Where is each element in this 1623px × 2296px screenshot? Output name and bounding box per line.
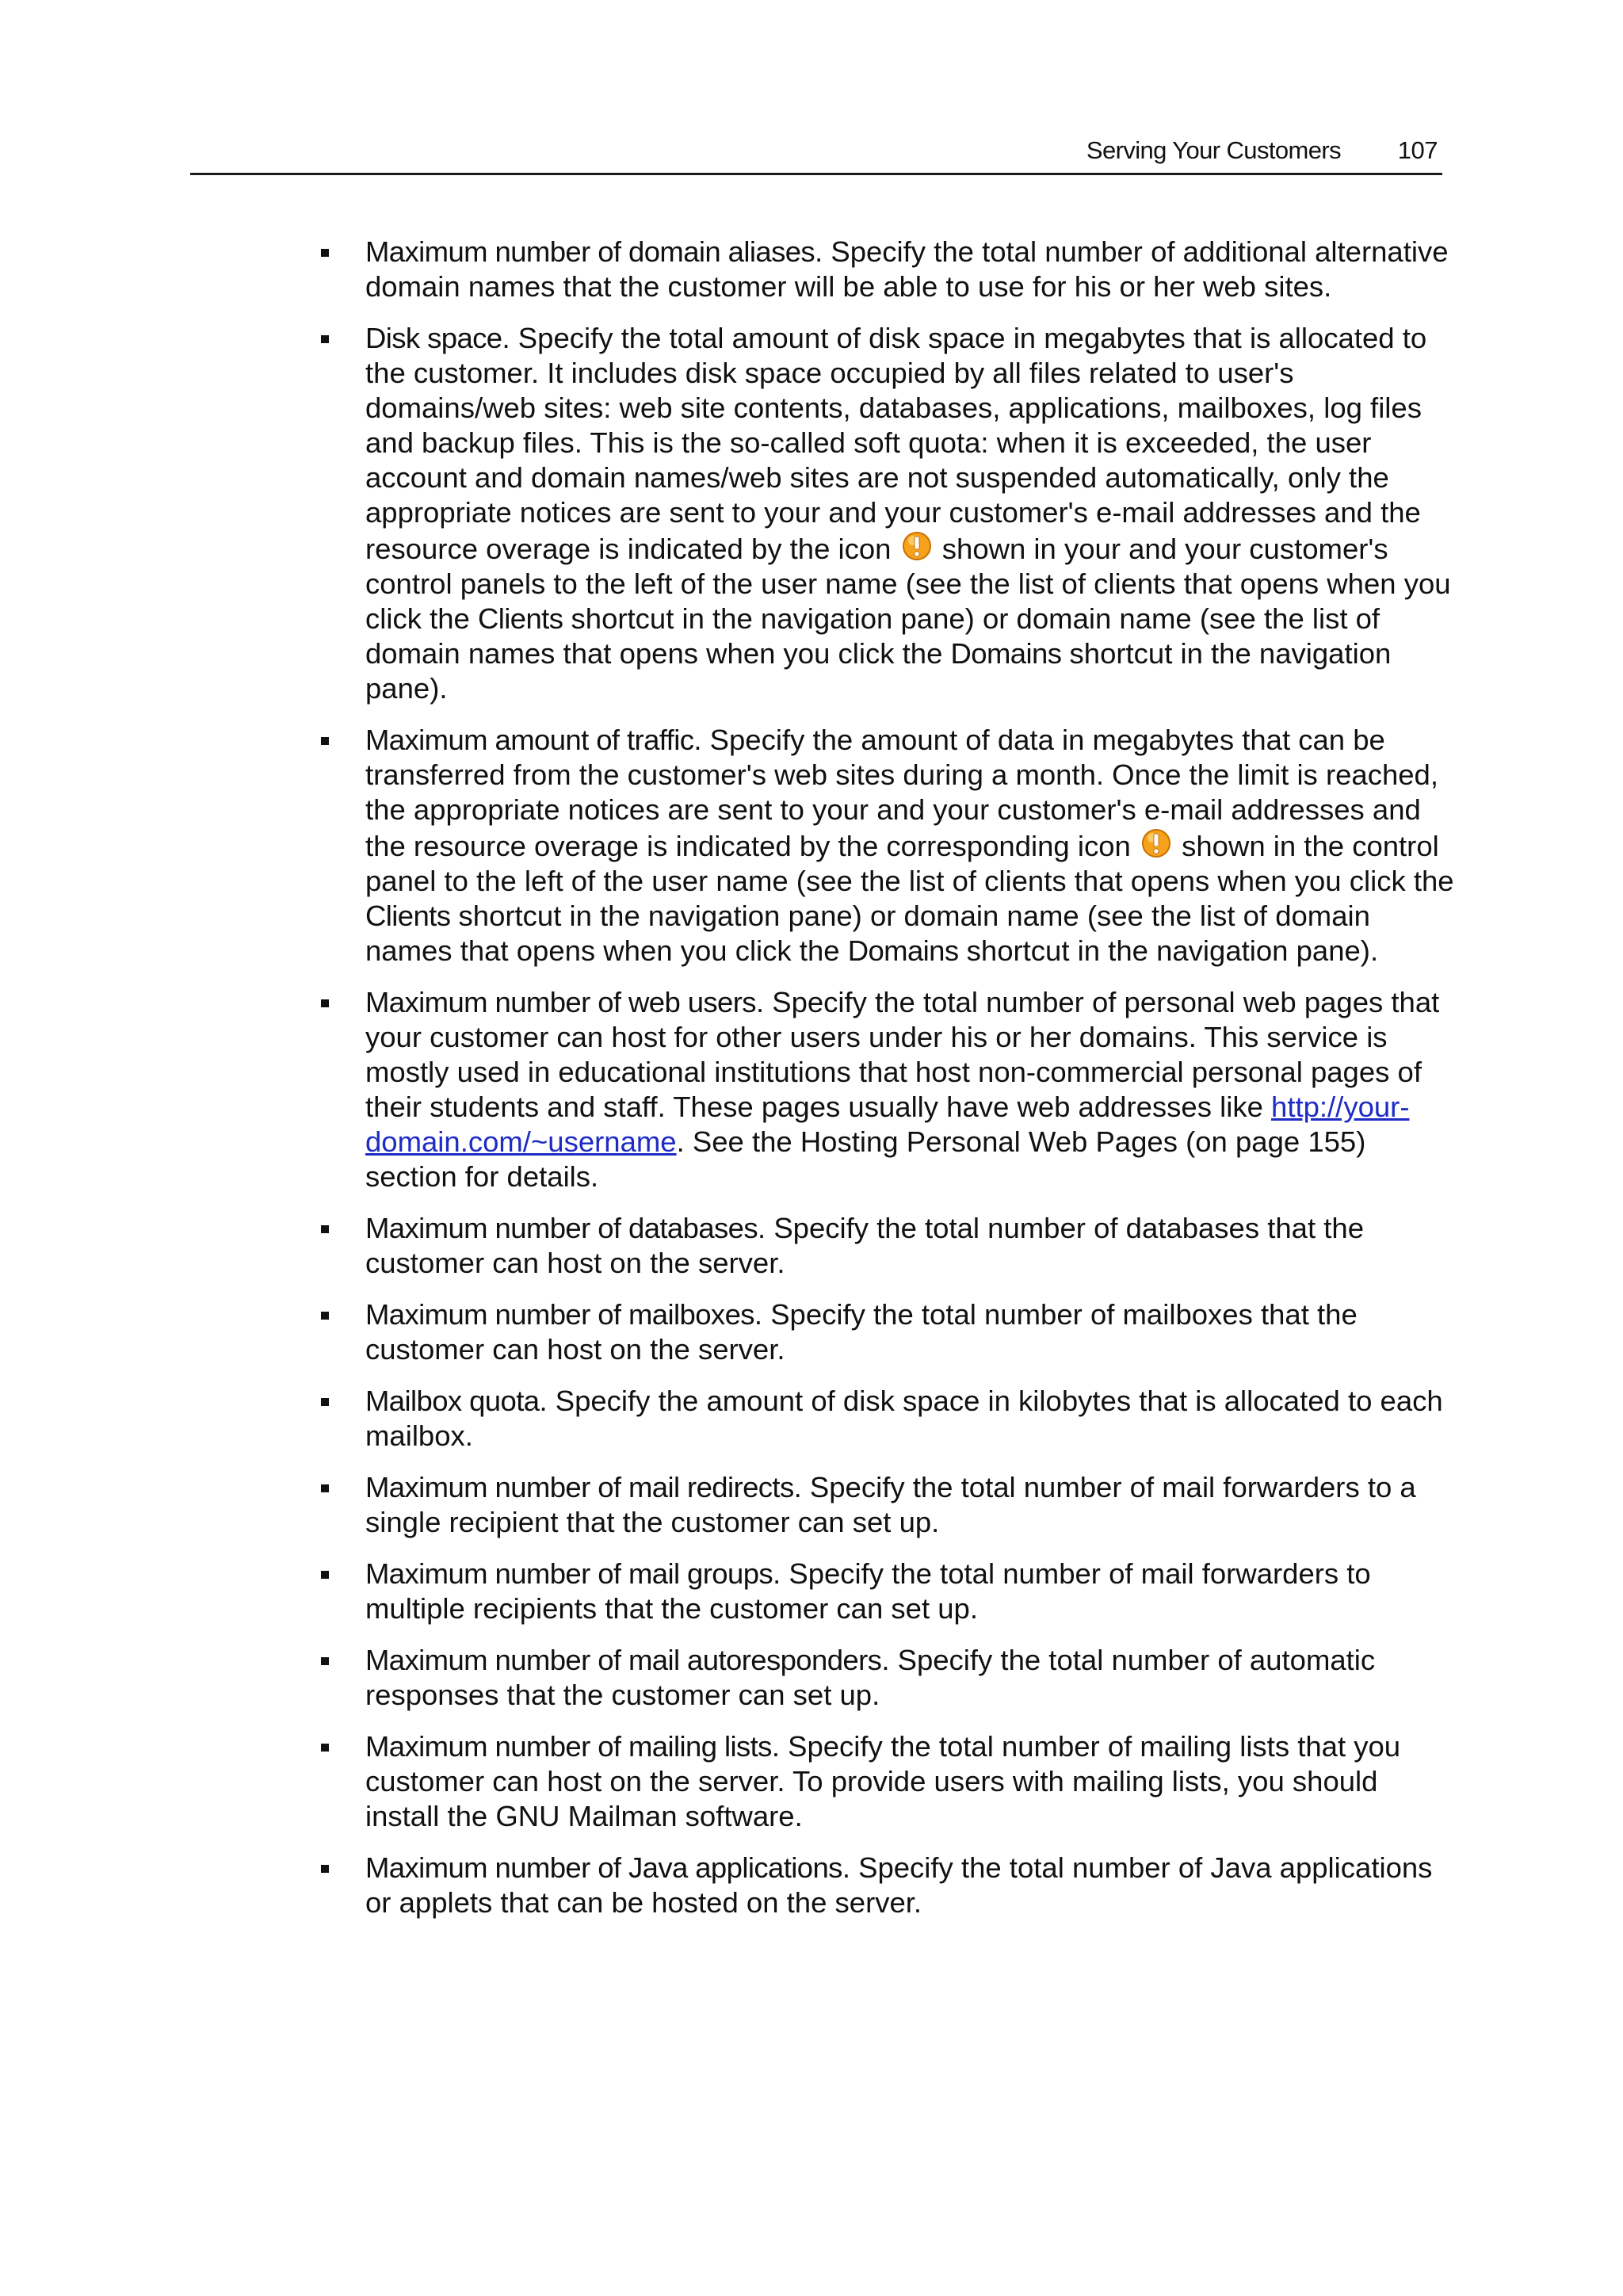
square-bullet-icon (321, 1484, 329, 1492)
main-content (313, 235, 1454, 1937)
item-text: shortcut in the navigation pane) or domain name (see the list of domain names that opens when you click the (365, 602, 1381, 670)
item-text: . Specify the total number of automatic responses that the customer can set up. (365, 1644, 1376, 1711)
item-text: . Specify the amount of disk space in kilobytes that is allocated to each mailbox. (365, 1385, 1443, 1452)
item-text: . Specify the total number of mailboxes that the customer can host on the server. (365, 1298, 1358, 1366)
square-bullet-icon (321, 1225, 329, 1233)
domains-shortcut-label: Domains (847, 934, 959, 967)
item-term: Maximum number of mail autoresponders (365, 1644, 882, 1676)
page-number: 107 (1397, 136, 1438, 164)
example-url-link[interactable]: http://your-domain.com/~username (365, 1091, 1410, 1158)
square-bullet-icon (321, 1398, 329, 1406)
square-bullet-icon (321, 249, 329, 257)
item-term: Maximum number of mailboxes (365, 1298, 754, 1331)
square-bullet-icon (321, 1571, 329, 1579)
square-bullet-icon (321, 1865, 329, 1873)
item-term: Maximum number of domain aliases (365, 235, 815, 268)
item-text: shortcut in the navigation pane). (365, 637, 1392, 705)
item-term: Maximum number of mail redirects (365, 1471, 794, 1503)
list-item (313, 1384, 1454, 1454)
square-bullet-icon (321, 335, 329, 343)
list-item (313, 723, 1454, 968)
square-bullet-icon (321, 999, 329, 1007)
domains-shortcut-label: Domains (950, 637, 1062, 670)
item-term: Mailbox quota (365, 1385, 540, 1417)
item-term: Disk space (365, 322, 502, 354)
item-term: Maximum number of mail groups (365, 1557, 773, 1590)
item-text: shortcut in the navigation pane) or domain name (see the list of domain names that opens when you click the (365, 900, 1370, 967)
item-text: . Specify the amount of data in megabytes that can be transferred from the customer's web sites during a month. Once the limit is reached, the appropriate notices are sent to your and your customer's e-mail addresses and the resource overage is indicated by the corresponding icon (365, 724, 1438, 862)
running-header (190, 133, 1442, 175)
list-item (313, 1470, 1454, 1540)
list-item (313, 1557, 1454, 1626)
item-text: . Specify the total number of personal web pages that your customer can host for other users under his or her domains. This service is mostly used in educational institutions that host non-commercial personal pages of their students and staff. These pages usually have web addresses like (365, 986, 1440, 1123)
list-item (313, 1729, 1454, 1834)
item-text: . Specify the total number of databases that the customer can host on the server. (365, 1212, 1364, 1279)
square-bullet-icon (321, 1657, 329, 1665)
square-bullet-icon (321, 737, 329, 745)
list-item (313, 235, 1454, 304)
item-text: . Specify the total number of mailing lists that you customer can host on the server. To provide users with mailing lists, you should install the GNU Mailman software. (365, 1730, 1401, 1832)
list-item (313, 1211, 1454, 1281)
square-bullet-icon (321, 1312, 329, 1320)
item-term: Maximum number of Java applications (365, 1851, 842, 1884)
clients-shortcut-label: Clients (478, 602, 563, 635)
item-text: . Specify the total number of additional alternative domain names that the customer will be able to use for his or her web sites. (365, 235, 1449, 303)
square-bullet-icon (321, 1744, 329, 1752)
warning-exclamation-icon (1140, 827, 1172, 859)
item-text: shortcut in the navigation pane). (958, 934, 1379, 967)
list-item (313, 1297, 1454, 1367)
list-item (313, 321, 1454, 706)
item-text: shown in the control panel to the left of the user name (see the list of clients that opens when you click the (365, 830, 1454, 897)
list-item (313, 1643, 1454, 1713)
clients-shortcut-label: Clients (365, 900, 451, 932)
item-text: . See the Hosting Personal Web Pages (on page 155) section for details. (365, 1125, 1366, 1193)
item-text: . Specify the total number of mail forwarders to multiple recipients that the customer can set up. (365, 1557, 1371, 1625)
item-term: Maximum amount of traffic (365, 724, 694, 756)
limits-list (313, 235, 1454, 1920)
header-title: Serving Your Customers (1086, 136, 1341, 164)
item-term: Maximum number of databases (365, 1212, 758, 1244)
item-term: Maximum number of mailing lists (365, 1730, 772, 1763)
item-text: . Specify the total number of Java applications or applets that can be hosted on the server. (365, 1851, 1433, 1919)
warning-exclamation-icon (901, 530, 933, 562)
item-text: . Specify the total amount of disk space in megabytes that is allocated to the customer. It includes disk space occupied by all files related to user's domains/web sites: web site contents, databases, applications, mailboxes, log files and backup files. This is the so-called soft quota: when it is exceeded, the user account and domain names/web sites are not suspended automatically, only the appropriate notices are sent to your and your customer's e-mail addresses and the resource overage is indicated by the icon (365, 322, 1427, 565)
list-item (313, 985, 1454, 1194)
item-text: shown in your and your customer's control panels to the left of the user name (see the list of clients that opens when you click the (365, 533, 1451, 635)
item-text: . Specify the total number of mail forwarders to a single recipient that the customer can set up. (365, 1471, 1416, 1538)
item-term: Maximum number of web users (365, 986, 756, 1018)
list-item (313, 1851, 1454, 1920)
